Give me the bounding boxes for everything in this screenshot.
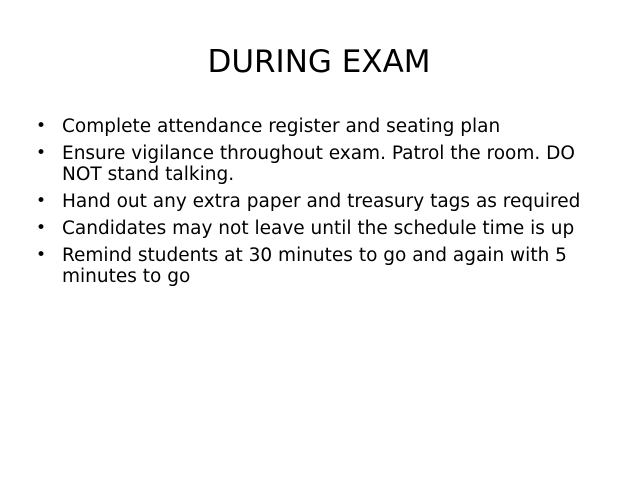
- bullet-text: Complete attendance register and seating plan: [62, 116, 501, 137]
- bullet-icon: •: [36, 218, 47, 238]
- bullet-item-reminders: [36, 245, 606, 287]
- bullet-text: Candidates may not leave until the schedule time is up: [62, 218, 575, 239]
- bullet-icon: •: [36, 143, 47, 163]
- bullet-item-attendance: [36, 116, 606, 137]
- bullet-icon: •: [36, 191, 47, 211]
- bullet-list: [36, 116, 606, 293]
- bullet-text: Remind students at 30 minutes to go and again with 5 minutes to go: [62, 245, 567, 287]
- bullet-text: Hand out any extra paper and treasury tags as required: [62, 191, 581, 212]
- bullet-text: Ensure vigilance throughout exam. Patrol the room. DO NOT stand talking.: [62, 143, 575, 185]
- bullet-item-extra-paper: [36, 191, 606, 212]
- slide-title: DURING EXAM: [207, 44, 431, 80]
- bullet-item-vigilance: [36, 143, 606, 185]
- bullet-item-schedule: [36, 218, 606, 239]
- bullet-icon: •: [36, 116, 47, 136]
- bullet-icon: •: [36, 245, 47, 265]
